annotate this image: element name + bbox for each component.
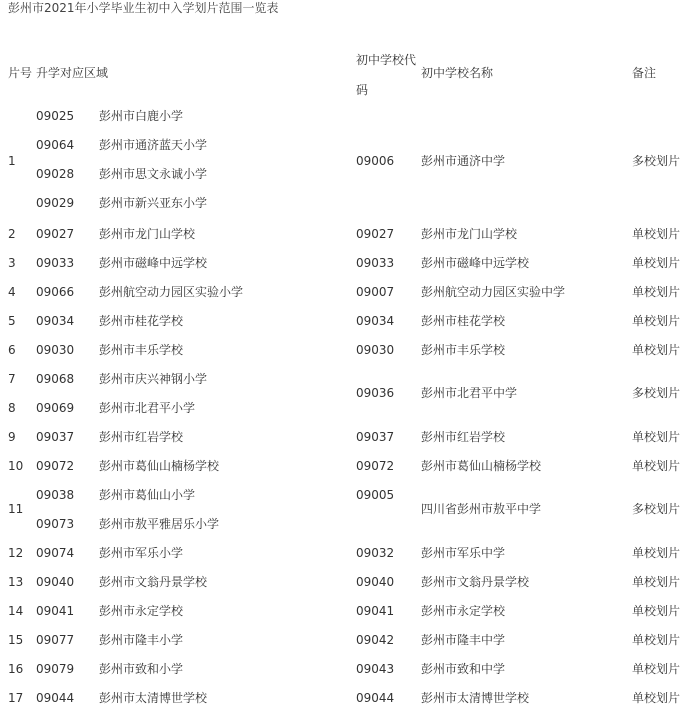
primary-school-code: 09033	[36, 256, 75, 270]
middle-school-name: 彭州市通济中学	[421, 154, 506, 168]
piece-number: 3	[8, 256, 16, 270]
piece-number: 5	[8, 314, 16, 328]
primary-school-name: 彭州市磁峰中远学校	[99, 256, 208, 270]
primary-school-code: 09028	[36, 167, 75, 181]
primary-school-name: 彭州市文翁丹景学校	[99, 575, 208, 589]
middle-school-name: 四川省彭州市敖平中学	[421, 502, 542, 516]
primary-school-code: 09077	[36, 633, 75, 647]
piece-number: 6	[8, 343, 16, 357]
middle-school-code: 09030	[356, 343, 395, 357]
piece-number: 1	[8, 154, 16, 168]
primary-school-code: 09074	[36, 546, 75, 560]
primary-school-code: 09034	[36, 314, 75, 328]
note-text: 单校划片	[632, 256, 681, 270]
note-text: 单校划片	[632, 633, 681, 647]
piece-number: 14	[8, 604, 24, 618]
middle-school-code: 09043	[356, 662, 395, 676]
middle-school-name: 彭州市龙门山学校	[421, 227, 518, 241]
primary-school-code: 09038	[36, 488, 75, 502]
piece-number: 12	[8, 546, 24, 560]
header-mid-code-line1: 初中学校代	[356, 53, 417, 67]
primary-school-name: 彭州市葛仙山小学	[99, 488, 196, 502]
note-text: 单校划片	[632, 430, 681, 444]
primary-school-name: 彭州市丰乐学校	[99, 343, 184, 357]
primary-school-name: 彭州市庆兴神钢小学	[99, 372, 208, 386]
header-area: 升学对应区域	[36, 66, 109, 80]
primary-school-name: 彭州市白鹿小学	[99, 109, 184, 123]
header-note: 备注	[632, 66, 657, 80]
note-text: 单校划片	[632, 343, 681, 357]
note-text: 多校划片	[632, 154, 681, 168]
middle-school-code: 09044	[356, 691, 395, 705]
middle-school-name: 彭州市北君平中学	[421, 386, 518, 400]
primary-school-name: 彭州市新兴亚东小学	[99, 196, 208, 210]
primary-school-name: 彭州市龙门山学校	[99, 227, 196, 241]
primary-school-name: 彭州市红岩学校	[99, 430, 184, 444]
primary-school-code: 09066	[36, 285, 75, 299]
primary-school-code: 09027	[36, 227, 75, 241]
primary-school-name: 彭州市思文永诚小学	[99, 167, 208, 181]
primary-school-code: 09073	[36, 517, 75, 531]
middle-school-code: 09033	[356, 256, 395, 270]
middle-school-name: 彭州市文翁丹景学校	[421, 575, 530, 589]
header-mid-code-line2: 码	[356, 83, 369, 97]
primary-school-code: 09040	[36, 575, 75, 589]
primary-school-code: 09069	[36, 401, 75, 415]
primary-school-name: 彭州市永定学校	[99, 604, 184, 618]
primary-school-code: 09064	[36, 138, 75, 152]
primary-school-name: 彭州市通济蓝天小学	[99, 138, 208, 152]
middle-school-name: 彭州市军乐中学	[421, 546, 506, 560]
middle-school-code: 09036	[356, 386, 395, 400]
middle-school-code: 09027	[356, 227, 395, 241]
primary-school-code: 09030	[36, 343, 75, 357]
note-text: 单校划片	[632, 575, 681, 589]
primary-school-code: 09068	[36, 372, 75, 386]
primary-school-code: 09079	[36, 662, 75, 676]
note-text: 单校划片	[632, 459, 681, 473]
note-text: 单校划片	[632, 604, 681, 618]
note-text: 单校划片	[632, 662, 681, 676]
primary-school-code: 09029	[36, 196, 75, 210]
middle-school-name: 彭州市太清博世学校	[421, 691, 530, 705]
page-title: 彭州市2021年小学毕业生初中入学划片范围一览表	[8, 1, 279, 15]
middle-school-code: 09005	[356, 488, 395, 502]
note-text: 多校划片	[632, 502, 681, 516]
primary-school-name: 彭州市桂花学校	[99, 314, 184, 328]
middle-school-code: 09037	[356, 430, 395, 444]
primary-school-name: 彭州市敖平雅居乐小学	[99, 517, 220, 531]
primary-school-code: 09025	[36, 109, 75, 123]
note-text: 单校划片	[632, 691, 681, 705]
piece-number: 16	[8, 662, 24, 676]
primary-school-name: 彭州市致和小学	[99, 662, 184, 676]
note-text: 多校划片	[632, 386, 681, 400]
piece-number: 9	[8, 430, 16, 444]
piece-number: 7	[8, 372, 16, 386]
primary-school-code: 09044	[36, 691, 75, 705]
piece-number: 4	[8, 285, 16, 299]
middle-school-name: 彭州市葛仙山楠杨学校	[421, 459, 542, 473]
middle-school-name: 彭州市丰乐学校	[421, 343, 506, 357]
middle-school-code: 09072	[356, 459, 395, 473]
middle-school-name: 彭州市磁峰中远学校	[421, 256, 530, 270]
note-text: 单校划片	[632, 546, 681, 560]
piece-number: 8	[8, 401, 16, 415]
piece-number: 10	[8, 459, 24, 473]
piece-number: 2	[8, 227, 16, 241]
primary-school-name: 彭州市隆丰小学	[99, 633, 184, 647]
primary-school-name: 彭州航空动力园区实验小学	[99, 285, 244, 299]
middle-school-name: 彭州市隆丰中学	[421, 633, 506, 647]
header-mid-name: 初中学校名称	[421, 66, 494, 80]
note-text: 单校划片	[632, 285, 681, 299]
middle-school-code: 09041	[356, 604, 395, 618]
middle-school-name: 彭州市桂花学校	[421, 314, 506, 328]
middle-school-code: 09006	[356, 154, 395, 168]
primary-school-name: 彭州市北君平小学	[99, 401, 196, 415]
middle-school-name: 彭州市致和中学	[421, 662, 506, 676]
piece-number: 11	[8, 502, 24, 516]
header-piece-no: 片号	[8, 66, 33, 80]
middle-school-name: 彭州市永定学校	[421, 604, 506, 618]
middle-school-name: 彭州市红岩学校	[421, 430, 506, 444]
piece-number: 17	[8, 691, 24, 705]
note-text: 单校划片	[632, 227, 681, 241]
primary-school-code: 09072	[36, 459, 75, 473]
middle-school-code: 09007	[356, 285, 395, 299]
note-text: 单校划片	[632, 314, 681, 328]
middle-school-code: 09040	[356, 575, 395, 589]
primary-school-name: 彭州市军乐小学	[99, 546, 184, 560]
piece-number: 15	[8, 633, 24, 647]
middle-school-name: 彭州航空动力园区实验中学	[421, 285, 566, 299]
middle-school-code: 09042	[356, 633, 395, 647]
middle-school-code: 09034	[356, 314, 395, 328]
primary-school-code: 09041	[36, 604, 75, 618]
middle-school-code: 09032	[356, 546, 395, 560]
primary-school-name: 彭州市葛仙山楠杨学校	[99, 459, 220, 473]
piece-number: 13	[8, 575, 24, 589]
primary-school-code: 09037	[36, 430, 75, 444]
primary-school-name: 彭州市太清博世学校	[99, 691, 208, 705]
